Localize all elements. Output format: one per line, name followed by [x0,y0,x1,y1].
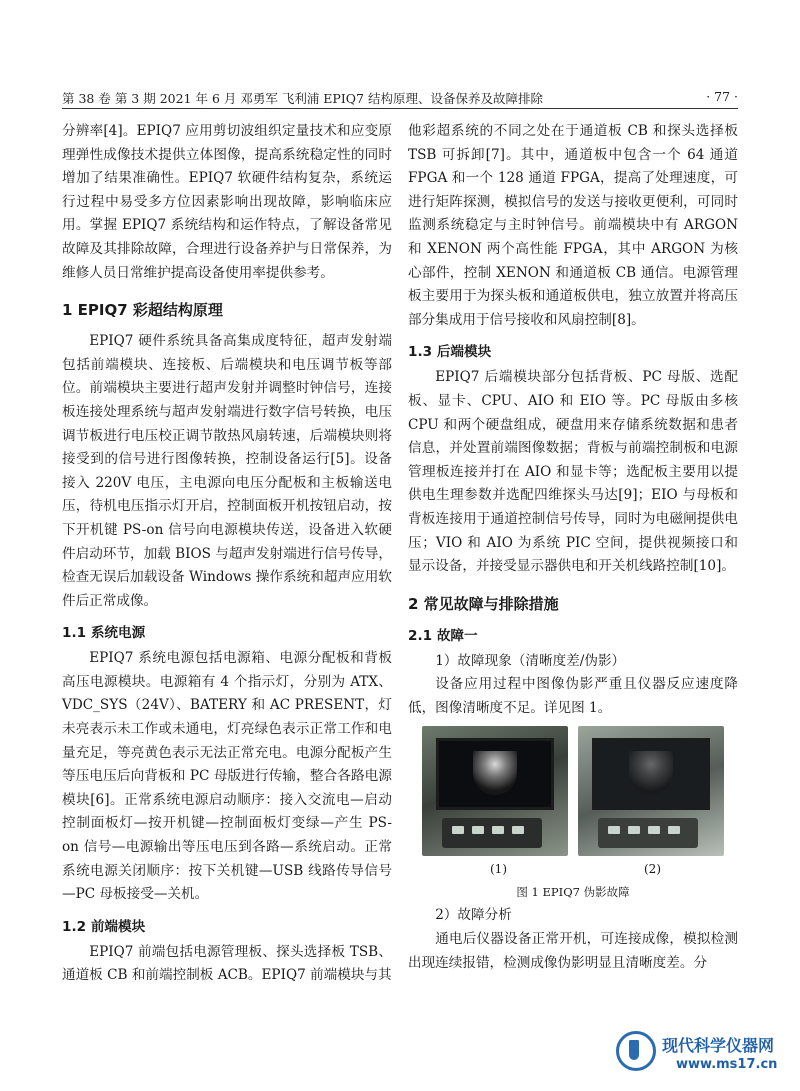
page-number: · 77 · [706,89,738,104]
paragraph: EPIQ7 前端包括电源管理板、探头选择板 TSB、通道板 CB 和前端控制板 ACB。EPIQ7 前端模块与其 [62,943,392,984]
subsection-heading-1-2: 1.2 前端模块 [62,918,146,935]
paragraph: 设备应用过程中图像伪影严重且仪器反应速度降低，图像清晰度不足。详见图 1。 [408,676,738,716]
site-watermark [616,1029,786,1081]
control-panel [598,818,698,848]
figure-caption: 图 1 EPIQ7 伪影故障 [516,885,630,900]
monitor-screen [436,738,554,810]
control-panel [442,818,542,848]
paragraph: EPIQ7 后端模块部分包括背板、PC 母版、选配板、显卡、CPU、AIO 和 EIO 等。PC 母版由多核 CPU 和两个硬盘组成，硬盘用来存储系统数据和患者信息，并处置前端图像数据；背板与前端控制板和电源管理板连接并打在 AIO 和显卡等；选配板主要用以提供电生理参数并选配四维探头马达[9]；EIO 与母板和背板连接用于通道控制信号传导，同时为电磁闸提供电压；VIO 和 AIO 为系统 PIC 空间，提供视频接口和显示设备，并接受显示器供电和开关机线路控制[10]。 [408,369,738,575]
subsection-heading-2-1: 2.1 故障一 [408,627,478,644]
ultrasound-photo-1 [422,726,568,856]
paragraph: EPIQ7 系统电源包括电源箱、电源分配板和背板高压电源模块。电源箱有 4 个指示灯，分别为 ATX、VDC_SYS（24V）、BATERY 和 AC PRESENT，灯未亮表示未工作或未通电，灯亮绿色表示正常工作和电量充足，等亮黄色表示无法正常充电。电源分配板产生等压电压后向背板和 PC 母版进行传输，整合各路电源模块[6]。正常系统电源启动顺序：接入交流电—启动控制面板灯—按开机键—控制面板灯变绿—产生 PS-on 信号—电源输出等压电压到各路—系统启动。正常系统电源关闭顺序：按下关机键—USB 线路传导信号—PC 母板接受—关机。 [62,650,392,903]
figure-1 [408,726,738,904]
section-heading-1: 1 EPIQ7 彩超结构原理 [62,301,223,320]
paragraph: 他彩超系统的不同之处在于通道板 CB 和探头选择板 TSB 可拆卸[7]。其中，通道板中包含一个 64 通道 FPGA 和一个 128 通道 FPGA，提高了处理速度，可进行矩阵探测，模拟信号的发送与接收更便利，可同时监测系统稳定与主时钟信号。前端模块中有 ARGON 和 XENON 两个高性能 FPGA，其中 ARGON 为核心部件，控制 XENON 和通道板 CB 通信。电源管理板主要用于为探头板和通道板供电，独立放置并将高压部分集成用于信号接收和风扇控制[8]。 [408,123,738,328]
step-label: 1）故障现象（清晰度差/伪影） [435,652,626,669]
section-heading-2: 2 常见故障与排除措施 [408,594,559,613]
header-journal-info: 第 38 卷 第 3 期 2021 年 6 月 邓勇军 飞利浦 EPIQ7 结构原理、设备保养及故障排除 [62,91,543,106]
paragraph: EPIQ7 硬件系统具备高集成度特征，超声发射端包括前端模块、连接板、后端模块和电压调节板等部位。前端模块主要进行超声发射并调整时钟信号，连接板连接处理系统与超声发射端进行数字信号转换，电压调节板进行电压校正调节散热风扇转速，后端模块则将接受到的信号进行图像转换，控制设备运行[5]。设备接入 220V 电压，主电源向电压分配板和主板输送电压，待机电压指示灯开启，控制面板开机按钮启动，按下开机键 PS-on 信号向电源模块传送，设备进入软硬件启动环节，加载 BIOS 与超声发射端进行信号传导，检查无误后加载设备 Windows 操作系统和超声应用软件后正常成像。 [62,333,392,609]
monitor-screen [592,738,710,810]
subsection-heading-1-1: 1.1 系统电源 [62,625,146,642]
subsection-heading-1-3: 1.3 后端模块 [408,344,492,361]
left-column [62,120,392,988]
ultrasound-image [473,751,517,795]
subfigure-label-1: (1) [490,862,507,877]
paragraph: 通电后仪器设备正常开机，可连接成像，模拟检测出现连续报错，检测成像伪影明显且清晰度差。分 [408,931,738,971]
subfigure-label-2: (2) [644,862,661,877]
ultrasound-image [629,751,673,795]
ultrasound-photo-2 [578,726,724,856]
paragraph: 分辨率[4]。EPIQ7 应用剪切波组织定量技术和应变原理弹性成像技术提供立体图像，提高系统稳定性的同时增加了结果准确性。EPIQ7 软硬件结构复杂，系统运行过程中易受多方位因素影响出现故障，影响临床应用。掌握 EPIQ7 系统结构和运作特点，了解设备常见故障及其排除故障，合理进行设备养护与日常保养，为维修人员日常维护提高设备使用率提供参考。 [62,123,392,281]
watermark-url: www.ms17.cn [676,1057,778,1072]
step-label: 2）故障分析 [435,907,512,924]
running-header [62,86,738,109]
watermark-title: 现代科学仪器网 [662,1036,775,1055]
flask-logo-icon [616,1031,656,1071]
right-column [408,120,738,975]
